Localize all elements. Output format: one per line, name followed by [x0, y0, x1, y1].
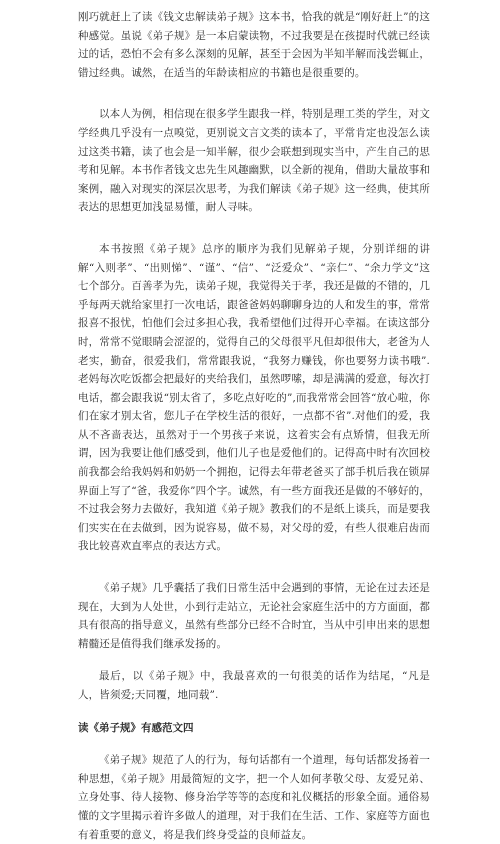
paragraph-intro: 刚巧就赶上了读《钱文忠解读弟子规》这本书，恰我的就是“刚好赶上”的这种感觉。虽说《弟子规》是一本启蒙读物，不过我要是在孩提时代就已经读过的话，恐怕不会有多么深刻的见解，甚至于会因为半知半解而浅尝辄止，错过经典。诚然，在适当的年龄读相应的书籍也是很重要的。: [78, 11, 430, 79]
section-title: 读《弟子规》有感范文四: [78, 721, 194, 734]
paragraph-filial-piety: 本书按照《弟子规》总序的顺序为我们见解弟子规，分别详细的讲解“入则孝”、“出则悌”、“谨”、“信”、“泛爱众”、“亲仁”、“余力学文”这七个部分。百善孝为先，读弟子规，我觉得关于孝，我还是做的不错的，几乎每两天就给家里打一次电话，跟爸爸妈妈聊聊身边的人和发生的事，常常报喜不报忧，怕他们会过多担心我，我希望他们过得开心幸福。在读这部分时，常常不觉眼睛会涩涩的，觉得自己的父母很平凡但却很伟大，老爸为人老实，勤奋，很爱我们，常常跟我说，“我努力赚钱，你也要努力读书哦”.老妈每次吃饭都会把最好的夹给我们，虽然啰嗦，却是满满的爱意，每次打电话，都会跟我说“别太省了，多吃点好吃的”,而我常常会回答“放心啦，你们在家才别太省，您儿子在学校生活的很好，一点都不省”.对他们的爱，我从不吝啬表达，虽然对于一个男孩子来说，这着实会有点矫情，但我无所谓，因为我要让他们感受到，他们儿子也是爱他们的。记得高中时有次回校前我都会给我妈妈和奶奶一个拥抱，记得去年带老爸买了部手机后我在锁屏界面上写了“爸，我爱你”四个字。诚然，有一些方面我还是做的不够好的，不过我会努力去做好，我知道《弟子规》教我们的不是纸上谈兵，而是要我们实实在在去做到，因为说容易，做不易，对父母的爱，有些人很难启齿而我比较喜欢直率点的表达方式。: [78, 242, 430, 553]
paragraph-guidance: 《弟子规》几乎囊括了我们日常生活中会遇到的事情，无论在过去还是现在，大到为人处世，小到行走站立，无论社会家庭生活中的方方面面，都具有很高的指导意义，虽然有些部分已经不合时宜，当从中引申出来的思想精髓还是值得我们继承发扬的。: [78, 582, 430, 650]
document-page: [78, 8, 430, 844]
section-paragraph: 《弟子规》规范了人的行为，每句话都有一个道理，每句话都发扬着一种思想，《弟子规》用最简短的文字，把一个人如何孝敬父母、友爱兄弟、立身处事、待人接物、修身治学等等的态度和礼仪概括的形象全面。通俗易懂的文字里揭示着许多做人的道理，对于我们在生活、工作、家庭等方面也有着重要的意义，将是我们终身受益的良师益友。: [78, 754, 430, 841]
paragraph-example: 以本人为例，相信现在很多学生跟我一样，特别是理工类的学生，对文学经典几乎没有一点嗅觉，更别说文言文类的读本了，平常肯定也没怎么读过这类书籍，读了也会是一知半解，很少会联想到现实当中，产生自己的思考和见解。本书作者钱文忠先生风趣幽默，以全新的视角，借助大量故事和案例，融入对现实的深层次思考，为我们解读《弟子规》这一经典，使其所表达的思想更加浅显易懂，耐人寻味。: [78, 108, 430, 214]
paragraph-closing: 最后，以《弟子规》中，我最喜欢的一句很美的话作为结尾，“凡是人，皆须爱;天同覆，地同载”.: [78, 670, 430, 701]
